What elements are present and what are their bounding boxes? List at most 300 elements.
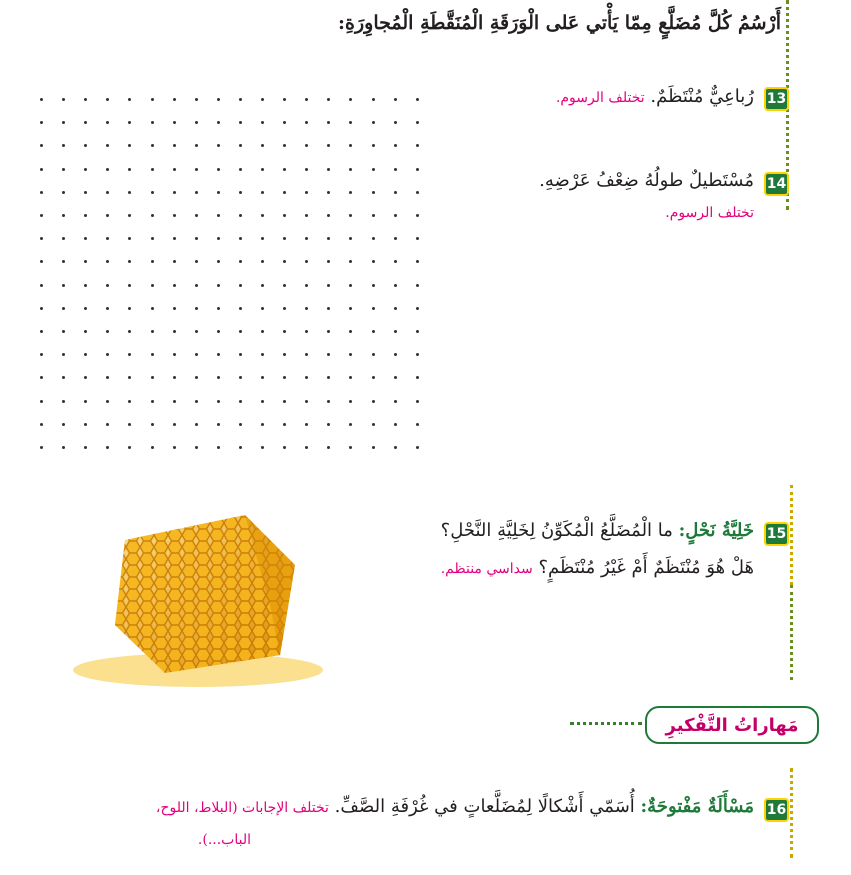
question-15-answer: سداسي منتظم. bbox=[440, 561, 533, 577]
grid-dot bbox=[173, 353, 176, 356]
grid-dot bbox=[349, 121, 352, 124]
grid-dot bbox=[283, 144, 286, 147]
grid-dot bbox=[394, 330, 397, 333]
grid-dot bbox=[106, 168, 109, 171]
grid-dot bbox=[195, 168, 198, 171]
grid-dot bbox=[261, 168, 264, 171]
grid-dot bbox=[283, 376, 286, 379]
grid-dot bbox=[106, 307, 109, 310]
grid-dot bbox=[173, 237, 176, 240]
grid-dot bbox=[151, 121, 154, 124]
grid-dot bbox=[327, 353, 330, 356]
grid-dot bbox=[151, 260, 154, 263]
grid-dot bbox=[416, 121, 419, 124]
grid-dot bbox=[349, 446, 352, 449]
grid-dot bbox=[261, 144, 264, 147]
question-15-line1 bbox=[441, 520, 754, 541]
grid-dot bbox=[195, 237, 198, 240]
grid-dot bbox=[283, 168, 286, 171]
grid-dot bbox=[40, 446, 43, 449]
grid-dot bbox=[239, 260, 242, 263]
grid-dot bbox=[283, 446, 286, 449]
grid-dot bbox=[239, 330, 242, 333]
grid-dot bbox=[372, 144, 375, 147]
grid-dot bbox=[349, 191, 352, 194]
grid-dot bbox=[349, 307, 352, 310]
question-16-label: مَسْأَلَةٌ مَفْتوحَةٌ: bbox=[640, 796, 754, 817]
question-number-16: 16 bbox=[764, 798, 789, 822]
grid-dot bbox=[195, 98, 198, 101]
grid-dot bbox=[283, 353, 286, 356]
grid-dot bbox=[372, 168, 375, 171]
grid-dot bbox=[239, 446, 242, 449]
grid-dot bbox=[173, 400, 176, 403]
grid-dot bbox=[283, 307, 286, 310]
grid-dot bbox=[217, 400, 220, 403]
grid-dot bbox=[394, 260, 397, 263]
grid-dot bbox=[128, 446, 131, 449]
grid-dot bbox=[261, 214, 264, 217]
grid-dot bbox=[128, 284, 131, 287]
grid-dot bbox=[84, 121, 87, 124]
grid-dot bbox=[239, 168, 242, 171]
question-15-text: ما الْمُضَلَّعُ الْمُكَوِّنُ لِخَلِيَّةِ النَّحْلِ؟ bbox=[440, 520, 673, 541]
grid-dot bbox=[106, 376, 109, 379]
grid-dot bbox=[372, 260, 375, 263]
grid-dot bbox=[151, 168, 154, 171]
grid-dot bbox=[173, 376, 176, 379]
grid-dot bbox=[40, 423, 43, 426]
grid-dot bbox=[151, 353, 154, 356]
grid-dot bbox=[84, 284, 87, 287]
grid-dot bbox=[173, 446, 176, 449]
grid-dot bbox=[394, 284, 397, 287]
question-13 bbox=[556, 86, 754, 107]
grid-dot bbox=[195, 307, 198, 310]
grid-dot bbox=[40, 214, 43, 217]
grid-dot bbox=[173, 423, 176, 426]
grid-dot bbox=[106, 423, 109, 426]
grid-dot bbox=[173, 168, 176, 171]
grid-dot bbox=[261, 307, 264, 310]
grid-dot bbox=[416, 353, 419, 356]
grid-dot bbox=[62, 330, 65, 333]
grid-dot bbox=[195, 400, 198, 403]
grid-dot bbox=[305, 400, 308, 403]
grid-dot bbox=[283, 214, 286, 217]
question-14-answer: تختلف الرسوم. bbox=[665, 205, 754, 221]
grid-dot bbox=[416, 168, 419, 171]
grid-dot bbox=[195, 353, 198, 356]
grid-dot bbox=[261, 237, 264, 240]
grid-dot bbox=[40, 260, 43, 263]
grid-dot bbox=[349, 376, 352, 379]
grid-dot bbox=[394, 98, 397, 101]
grid-dot bbox=[372, 353, 375, 356]
grid-dot bbox=[416, 284, 419, 287]
grid-dot bbox=[195, 214, 198, 217]
grid-dot bbox=[84, 237, 87, 240]
grid-dot bbox=[62, 98, 65, 101]
grid-dot bbox=[128, 260, 131, 263]
grid-dot bbox=[305, 284, 308, 287]
grid-dot bbox=[173, 191, 176, 194]
grid-dot bbox=[62, 237, 65, 240]
grid-dot bbox=[128, 168, 131, 171]
grid-dot bbox=[84, 191, 87, 194]
grid-dot bbox=[416, 330, 419, 333]
grid-dot bbox=[349, 214, 352, 217]
grid-dot bbox=[239, 237, 242, 240]
question-16-answer-2: الباب...). bbox=[197, 832, 251, 848]
page-heading: أَرْسُمُ كُلَّ مُضَلَّعٍ مِمّا يَأْتي عَلى الْوَرَقَةِ الْمُنَقَّطَةِ الْمُجاوِرَةِ: bbox=[338, 12, 781, 34]
grid-dot bbox=[327, 423, 330, 426]
grid-dot bbox=[195, 121, 198, 124]
grid-dot bbox=[261, 353, 264, 356]
grid-dot bbox=[217, 191, 220, 194]
grid-dot bbox=[349, 237, 352, 240]
grid-dot bbox=[394, 214, 397, 217]
grid-dot bbox=[261, 423, 264, 426]
grid-dot bbox=[261, 121, 264, 124]
grid-dot bbox=[372, 284, 375, 287]
grid-dot bbox=[40, 353, 43, 356]
grid-dot bbox=[394, 423, 397, 426]
grid-dot bbox=[349, 168, 352, 171]
question-number-15: 15 bbox=[764, 522, 789, 546]
margin-rule-bottom bbox=[790, 768, 793, 858]
question-14-text: مُسْتَطيلٌ طولُهُ ضِعْفُ عَرْضِهِ. bbox=[539, 170, 754, 191]
grid-dot bbox=[394, 168, 397, 171]
grid-dot bbox=[217, 353, 220, 356]
grid-dot bbox=[151, 307, 154, 310]
grid-dot bbox=[283, 284, 286, 287]
grid-dot bbox=[128, 307, 131, 310]
grid-dot bbox=[416, 260, 419, 263]
grid-dot bbox=[305, 376, 308, 379]
grid-dot bbox=[349, 98, 352, 101]
grid-dot bbox=[217, 260, 220, 263]
grid-dot bbox=[394, 191, 397, 194]
grid-dot bbox=[239, 121, 242, 124]
question-16 bbox=[156, 796, 754, 817]
grid-dot bbox=[372, 214, 375, 217]
grid-dot bbox=[40, 284, 43, 287]
grid-dot bbox=[62, 191, 65, 194]
grid-dot bbox=[416, 307, 419, 310]
grid-dot bbox=[173, 330, 176, 333]
grid-dot bbox=[217, 284, 220, 287]
grid-dot bbox=[195, 330, 198, 333]
grid-dot bbox=[327, 214, 330, 217]
honeycomb-image bbox=[70, 505, 340, 690]
grid-dot bbox=[151, 237, 154, 240]
grid-dot bbox=[106, 400, 109, 403]
grid-dot bbox=[62, 144, 65, 147]
grid-dot bbox=[106, 98, 109, 101]
grid-dot bbox=[151, 423, 154, 426]
grid-dot bbox=[128, 237, 131, 240]
margin-rule-middle bbox=[790, 585, 793, 680]
grid-dot bbox=[239, 284, 242, 287]
grid-dot bbox=[62, 121, 65, 124]
grid-dot bbox=[394, 446, 397, 449]
grid-dot bbox=[195, 376, 198, 379]
grid-dot bbox=[349, 353, 352, 356]
grid-dot bbox=[217, 376, 220, 379]
grid-dot bbox=[394, 237, 397, 240]
grid-dot bbox=[305, 307, 308, 310]
grid-dot bbox=[416, 98, 419, 101]
grid-dot bbox=[173, 144, 176, 147]
grid-dot bbox=[84, 168, 87, 171]
grid-dot bbox=[283, 191, 286, 194]
grid-dot bbox=[173, 284, 176, 287]
grid-dot bbox=[128, 423, 131, 426]
grid-dot bbox=[128, 214, 131, 217]
grid-dot bbox=[327, 144, 330, 147]
grid-dot bbox=[195, 260, 198, 263]
grid-dot bbox=[283, 121, 286, 124]
grid-dot bbox=[84, 307, 87, 310]
question-16-text: أُسَمّي أَشْكالًا لِمُضَلَّعاتٍ في غُرْفَةِ الصَّفِّ. bbox=[334, 796, 635, 817]
grid-dot bbox=[106, 284, 109, 287]
grid-dot bbox=[217, 98, 220, 101]
question-15-label: خَلِيَّةُ نَحْلٍ: bbox=[678, 520, 754, 541]
grid-dot bbox=[239, 353, 242, 356]
grid-dot bbox=[128, 376, 131, 379]
grid-dot bbox=[349, 400, 352, 403]
grid-dot bbox=[305, 98, 308, 101]
grid-dot bbox=[283, 330, 286, 333]
margin-rule-middle-yellow bbox=[790, 485, 793, 585]
grid-dot bbox=[62, 284, 65, 287]
grid-dot bbox=[106, 446, 109, 449]
grid-dot bbox=[40, 144, 43, 147]
grid-dot bbox=[173, 260, 176, 263]
grid-dot bbox=[327, 400, 330, 403]
grid-dot bbox=[349, 260, 352, 263]
grid-dot bbox=[327, 121, 330, 124]
grid-dot bbox=[261, 330, 264, 333]
grid-dot bbox=[40, 400, 43, 403]
grid-dot bbox=[305, 191, 308, 194]
grid-dot bbox=[372, 376, 375, 379]
grid-dot bbox=[84, 423, 87, 426]
grid-dot bbox=[195, 446, 198, 449]
grid-dot bbox=[62, 400, 65, 403]
grid-dot bbox=[372, 121, 375, 124]
grid-dot bbox=[173, 98, 176, 101]
grid-dot bbox=[416, 191, 419, 194]
grid-dot bbox=[239, 376, 242, 379]
grid-dot bbox=[217, 121, 220, 124]
grid-dot bbox=[327, 446, 330, 449]
grid-dot bbox=[106, 237, 109, 240]
grid-dot bbox=[195, 423, 198, 426]
grid-dot bbox=[239, 400, 242, 403]
grid-dot bbox=[239, 214, 242, 217]
grid-dot bbox=[84, 98, 87, 101]
grid-dot bbox=[372, 446, 375, 449]
grid-dot bbox=[416, 423, 419, 426]
skills-dotted-line bbox=[570, 722, 642, 725]
grid-dot bbox=[40, 191, 43, 194]
grid-dot bbox=[349, 144, 352, 147]
grid-dot bbox=[305, 214, 308, 217]
grid-dot bbox=[349, 330, 352, 333]
question-16-answer-1: تختلف الإجابات (البلاط، اللوح، bbox=[155, 800, 329, 816]
grid-dot bbox=[84, 446, 87, 449]
grid-dot bbox=[327, 98, 330, 101]
grid-dot bbox=[372, 423, 375, 426]
grid-dot bbox=[128, 330, 131, 333]
grid-dot bbox=[394, 400, 397, 403]
grid-dot bbox=[261, 191, 264, 194]
grid-dot bbox=[372, 191, 375, 194]
grid-dot bbox=[106, 121, 109, 124]
grid-dot bbox=[62, 353, 65, 356]
grid-dot bbox=[128, 98, 131, 101]
grid-dot bbox=[62, 446, 65, 449]
grid-dot bbox=[305, 330, 308, 333]
grid-dot bbox=[128, 191, 131, 194]
grid-dot bbox=[151, 214, 154, 217]
grid-dot bbox=[305, 121, 308, 124]
grid-dot bbox=[394, 376, 397, 379]
grid-dot bbox=[327, 376, 330, 379]
grid-dot bbox=[128, 144, 131, 147]
grid-dot bbox=[394, 121, 397, 124]
grid-dot bbox=[305, 423, 308, 426]
grid-dot bbox=[261, 376, 264, 379]
grid-dot bbox=[40, 98, 43, 101]
grid-dot bbox=[195, 191, 198, 194]
grid-dot bbox=[217, 237, 220, 240]
grid-dot bbox=[217, 423, 220, 426]
grid-dot bbox=[305, 446, 308, 449]
question-13-text: رُباعِيٌّ مُنْتَظَمٌ. bbox=[650, 86, 754, 107]
grid-dot bbox=[151, 98, 154, 101]
grid-dot bbox=[305, 353, 308, 356]
grid-dot bbox=[394, 144, 397, 147]
grid-dot bbox=[106, 214, 109, 217]
grid-dot bbox=[416, 446, 419, 449]
grid-dot bbox=[106, 260, 109, 263]
question-13-answer: تختلف الرسوم. bbox=[555, 90, 645, 106]
grid-dot bbox=[372, 237, 375, 240]
grid-dot bbox=[239, 98, 242, 101]
grid-dot bbox=[416, 400, 419, 403]
grid-dot bbox=[62, 168, 65, 171]
grid-dot bbox=[173, 121, 176, 124]
grid-dot bbox=[151, 446, 154, 449]
grid-dot bbox=[217, 214, 220, 217]
grid-dot bbox=[84, 330, 87, 333]
grid-dot bbox=[416, 144, 419, 147]
grid-dot bbox=[283, 237, 286, 240]
grid-dot bbox=[261, 446, 264, 449]
grid-dot bbox=[151, 144, 154, 147]
grid-dot bbox=[151, 376, 154, 379]
grid-dot bbox=[305, 260, 308, 263]
grid-dot bbox=[283, 260, 286, 263]
grid-dot bbox=[305, 168, 308, 171]
grid-dot bbox=[305, 144, 308, 147]
grid-dot bbox=[195, 284, 198, 287]
grid-dot bbox=[217, 168, 220, 171]
grid-dot bbox=[261, 400, 264, 403]
grid-dot bbox=[239, 144, 242, 147]
grid-dot bbox=[84, 353, 87, 356]
grid-dot bbox=[128, 121, 131, 124]
grid-dot bbox=[372, 400, 375, 403]
grid-dot bbox=[84, 376, 87, 379]
grid-dot bbox=[305, 237, 308, 240]
grid-dot bbox=[128, 400, 131, 403]
grid-dot bbox=[84, 260, 87, 263]
grid-dot bbox=[84, 144, 87, 147]
grid-dot bbox=[128, 353, 131, 356]
grid-dot bbox=[349, 284, 352, 287]
grid-dot bbox=[327, 237, 330, 240]
grid-dot bbox=[217, 307, 220, 310]
grid-dot bbox=[40, 307, 43, 310]
grid-dot bbox=[40, 376, 43, 379]
grid-dot bbox=[84, 400, 87, 403]
grid-dot bbox=[239, 307, 242, 310]
grid-dot bbox=[62, 260, 65, 263]
question-number-13: 13 bbox=[764, 87, 789, 111]
grid-dot bbox=[40, 168, 43, 171]
grid-dot bbox=[327, 307, 330, 310]
grid-dot bbox=[84, 214, 87, 217]
grid-dot bbox=[217, 144, 220, 147]
question-number-14: 14 bbox=[764, 172, 789, 196]
grid-dot bbox=[416, 237, 419, 240]
grid-dot bbox=[372, 307, 375, 310]
grid-dot bbox=[416, 376, 419, 379]
grid-dot bbox=[62, 214, 65, 217]
grid-dot bbox=[327, 191, 330, 194]
grid-dot bbox=[283, 98, 286, 101]
grid-dot bbox=[106, 353, 109, 356]
grid-dot bbox=[261, 98, 264, 101]
grid-dot bbox=[416, 214, 419, 217]
grid-dot bbox=[372, 330, 375, 333]
grid-dot bbox=[283, 423, 286, 426]
grid-dot bbox=[62, 307, 65, 310]
grid-dot bbox=[40, 121, 43, 124]
grid-dot bbox=[239, 191, 242, 194]
grid-dot bbox=[173, 214, 176, 217]
grid-dot bbox=[40, 237, 43, 240]
grid-dot bbox=[327, 168, 330, 171]
grid-dot bbox=[106, 330, 109, 333]
grid-dot bbox=[349, 423, 352, 426]
grid-dot bbox=[327, 260, 330, 263]
grid-dot bbox=[394, 307, 397, 310]
grid-dot bbox=[151, 400, 154, 403]
grid-dot bbox=[62, 376, 65, 379]
grid-dot bbox=[173, 307, 176, 310]
grid-dot bbox=[151, 191, 154, 194]
grid-dot bbox=[327, 284, 330, 287]
grid-dot bbox=[217, 446, 220, 449]
grid-dot bbox=[62, 423, 65, 426]
grid-dot bbox=[261, 260, 264, 263]
question-15-line2 bbox=[441, 557, 754, 578]
